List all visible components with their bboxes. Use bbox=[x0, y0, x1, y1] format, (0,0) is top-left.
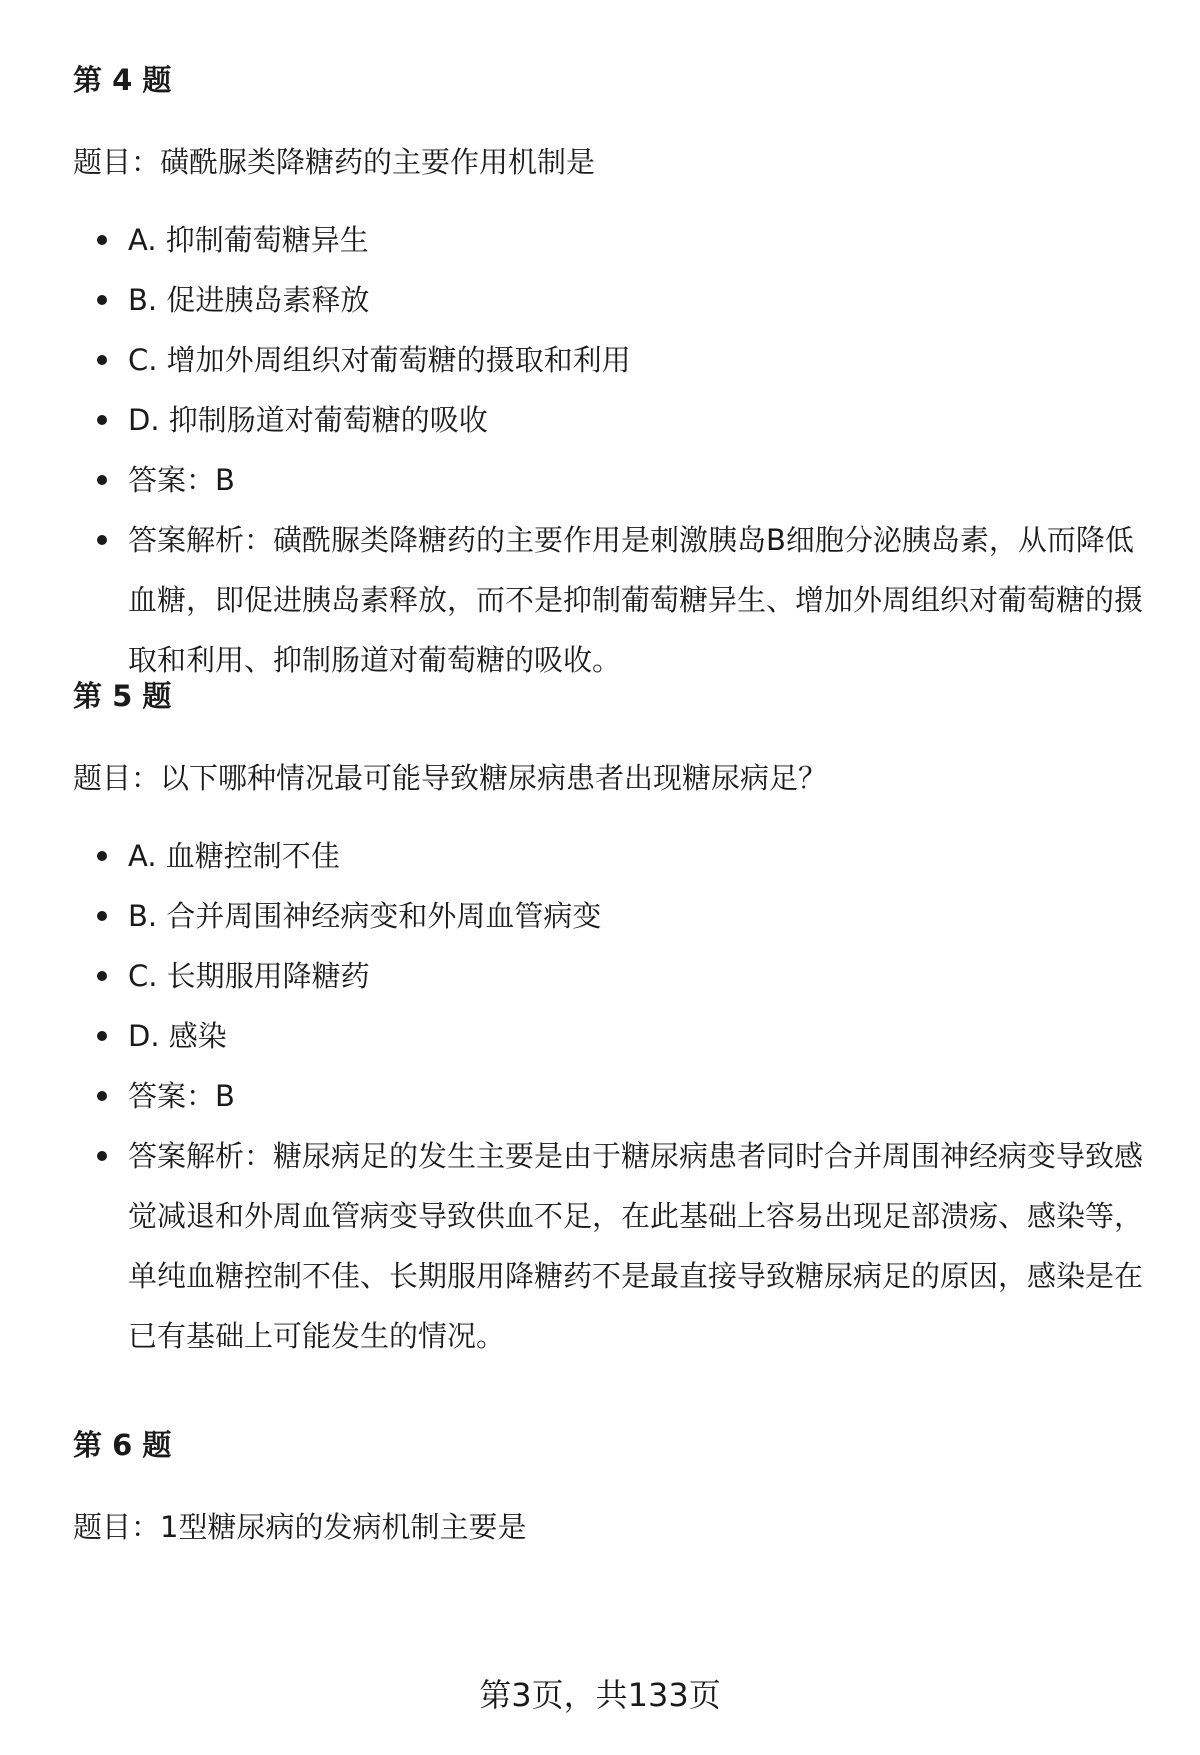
question-5-option-a: A. 血糖控制不佳 bbox=[95, 826, 1145, 886]
question-4-answer: 答案：B bbox=[95, 450, 1145, 510]
bullet-icon bbox=[97, 535, 107, 545]
question-6-stem: 题目：1型糖尿病的发病机制主要是 bbox=[73, 1510, 527, 1544]
bullet-icon bbox=[97, 415, 107, 425]
question-4-options bbox=[95, 210, 1145, 690]
question-4-option-c: C. 增加外周组织对葡萄糖的摄取和利用 bbox=[95, 330, 1145, 390]
question-5-explanation: 答案解析：糖尿病足的发生主要是由于糖尿病患者同时合并周围神经病变导致感觉减退和外周血管病变导致供血不足，在此基础上容易出现足部溃疡、感染等，单纯血糖控制不佳、长期服用降糖药不是最直接导致糖尿病足的原因，感染是在已有基础上可能发生的情况。 bbox=[95, 1126, 1145, 1366]
bullet-icon bbox=[97, 851, 107, 861]
page-number-footer: 第3页，共133页 bbox=[479, 1676, 721, 1714]
bullet-icon bbox=[97, 1091, 107, 1101]
bullet-icon bbox=[97, 475, 107, 485]
bullet-icon bbox=[97, 1151, 107, 1161]
question-4-option-d: D. 抑制肠道对葡萄糖的吸收 bbox=[95, 390, 1145, 450]
question-4-option-b: B. 促进胰岛素释放 bbox=[95, 270, 1145, 330]
question-5-option-b: B. 合并周围神经病变和外周血管病变 bbox=[95, 886, 1145, 946]
question-4-option-a: A. 抑制葡萄糖异生 bbox=[95, 210, 1145, 270]
question-5-stem: 题目：以下哪种情况最可能导致糖尿病患者出现糖尿病足？ bbox=[73, 761, 828, 795]
question-4-title: 第 4 题 bbox=[73, 63, 172, 97]
question-5-options bbox=[95, 826, 1145, 1366]
question-5-option-c: C. 长期服用降糖药 bbox=[95, 946, 1145, 1006]
question-5-option-d: D. 感染 bbox=[95, 1006, 1145, 1066]
bullet-icon bbox=[97, 355, 107, 365]
bullet-icon bbox=[97, 911, 107, 921]
question-4-stem: 题目：磺酰脲类降糖药的主要作用机制是 bbox=[73, 145, 596, 179]
question-5-answer: 答案：B bbox=[95, 1066, 1145, 1126]
bullet-icon bbox=[97, 1031, 107, 1041]
bullet-icon bbox=[97, 235, 107, 245]
question-5-title: 第 5 题 bbox=[73, 679, 172, 713]
question-6-title: 第 6 题 bbox=[73, 1428, 172, 1462]
question-4-explanation: 答案解析：磺酰脲类降糖药的主要作用是刺激胰岛B细胞分泌胰岛素，从而降低血糖，即促进胰岛素释放，而不是抑制葡萄糖异生、增加外周组织对葡萄糖的摄取和利用、抑制肠道对葡萄糖的吸收。 bbox=[95, 510, 1145, 690]
bullet-icon bbox=[97, 971, 107, 981]
bullet-icon bbox=[97, 295, 107, 305]
